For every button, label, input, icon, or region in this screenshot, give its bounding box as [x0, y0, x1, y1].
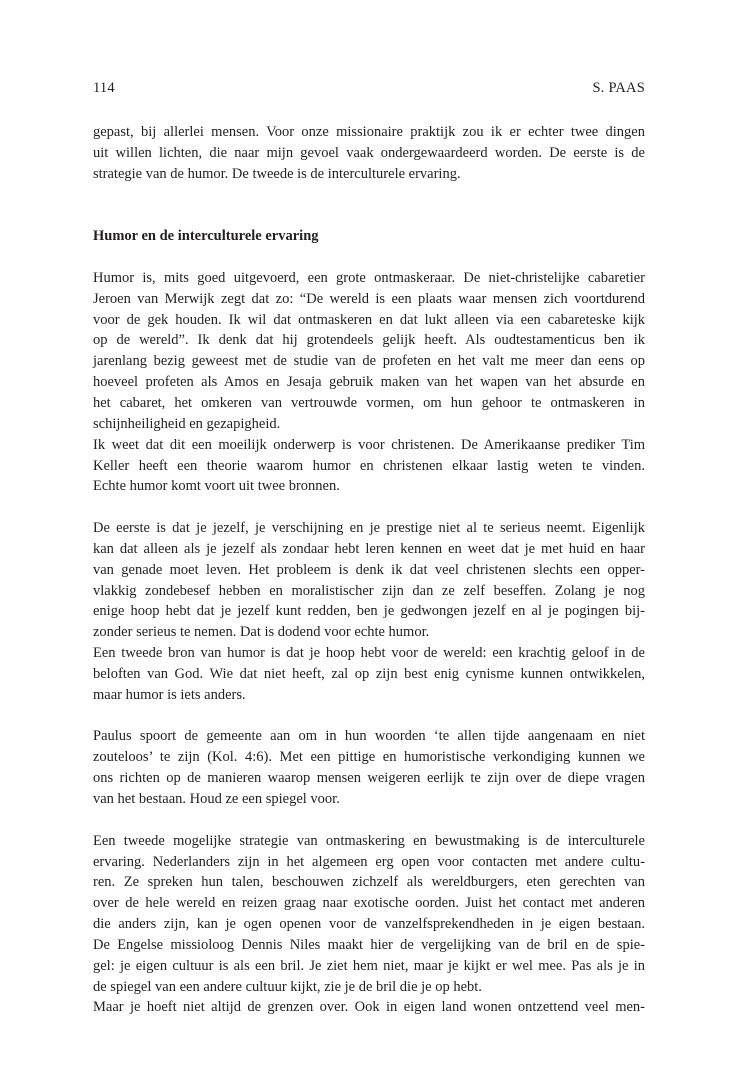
paragraph-tweede-bron [93, 643, 645, 706]
paragraph-grenzen [93, 997, 645, 1018]
text-line: Keller heeft een theorie waarom humor en christenen elkaar lastig weten te vinden. [93, 457, 645, 474]
text-line: op de wereld”. Ik denk dat hij grotendeels gelijk heeft. Als oudtestamenticus ben ik [93, 332, 645, 349]
text-line: De Engelse missioloog Dennis Niles maakt hier de vergelijking van de bril en de spie- [93, 936, 645, 953]
text-line: ren. Ze spreken hun talen, beschouwen zichzelf als wereldburgers, eten gerechten van [93, 874, 645, 891]
text-line: beloften van God. Wie dat niet heeft, zal op zijn best enig cynisme kunnen ontwikkelen, [93, 665, 645, 682]
document-page [93, 76, 645, 1018]
paragraph-interculturele-ervaring [93, 831, 645, 998]
text-line: voor de gek houden. Ik wil dat ontmaskeren en dat lukt alleen via een cabareteske kijk [93, 311, 645, 328]
paragraph-eerste-bron [93, 518, 645, 643]
text-line: Paulus spoort de gemeente aan om in hun woorden ‘te allen tijde aangenaam en niet [93, 728, 645, 745]
text-line: uit willen lichten, die naar mijn gevoel vaak ondergewaardeerd worden. De eerste is de [93, 144, 645, 161]
text-line: Ik weet dat dit een moeilijk onderwerp is voor christenen. De Amerikaanse prediker Tim [93, 436, 645, 453]
text-line: hoeveel profeten als Amos en Jesaja gebruik maken van het wapen van het absurde en [93, 374, 645, 391]
text-line: het cabaret, het omkeren van vertrouwde vormen, om hun gehoor te ontmaskeren in [93, 394, 645, 411]
page-number: 114 [93, 80, 115, 96]
paragraph-tim-keller [93, 435, 645, 498]
running-title: S. PAAS [592, 80, 645, 96]
section-heading: Humor en de interculturele ervaring [93, 228, 319, 245]
text-line: Jeroen van Merwijk zegt dat zo: “De wereld is een plaats waar mensen zich voortdurend [93, 290, 645, 307]
text-line: Humor is, mits goed uitgevoerd, een grote ontmaskeraar. De niet-christelijke cabaretier [93, 269, 645, 286]
text-line: zouteloos’ te zijn (Kol. 4:6). Met een pittige en humoristische verkondiging kunnen we [93, 749, 645, 766]
text-line: gepast, bij allerlei mensen. Voor onze missionaire praktijk zou ik er echter twee dingen [93, 124, 645, 140]
text-line: ons richten op de manieren waarop mensen weigeren eerlijk te zijn over de diepe vragen [93, 770, 645, 787]
text-line: Maar je hoeft niet altijd de grenzen over. Ook in eigen land wonen ontzettend veel men- [93, 999, 645, 1016]
text-line: kan dat alleen als je jezelf als zondaar hebt leren kennen en weet dat je met huid en haar [93, 540, 645, 557]
intro-paragraph [93, 122, 645, 185]
running-header [93, 76, 645, 100]
text-line: van het bestaan. Houd ze een spiegel voor. [93, 791, 340, 807]
text-line: schijnheiligheid en gezapigheid. [93, 415, 281, 432]
text-line: Echte humor komt voort uit twee bronnen. [93, 478, 340, 495]
text-line: die anders zijn, kan je ogen openen voor de vanzelfsprekendheden in je eigen bestaan. [93, 916, 645, 933]
body-text [93, 122, 645, 1018]
text-line: van genade moet leven. Het probleem is denk ik dat veel christenen slechts een opper- [93, 561, 645, 578]
text-line: vlakkig zondebesef hebben en moralistischer zijn dan ze zelf beseffen. Zolang je nog [93, 582, 645, 599]
text-line: ervaring. Nederlanders zijn in het algemeen erg open voor contacten met andere cultu- [93, 853, 645, 870]
text-line: Een tweede mogelijke strategie van ontmaskering en bewustmaking is de interculturele [93, 832, 645, 849]
paragraph-paulus [93, 726, 645, 809]
text-line: gel: je eigen cultuur is als een bril. Je ziet hem niet, maar je kijkt er wel mee. Pas als je in [93, 957, 645, 974]
text-line: Een tweede bron van humor is dat je hoop hebt voor de wereld: een krachtig geloof in de [93, 645, 645, 662]
text-line: de spiegel van een andere cultuur kijkt, zie je de bril die je op hebt. [93, 978, 482, 995]
text-line: jarenlang bezig geweest met de studie van de profeten en het valt me meer dan eens op [93, 353, 645, 370]
paragraph-humor-ontmaskeraar [93, 268, 645, 435]
text-line: zonder serieus te nemen. Dat is dodend voor echte humor. [93, 624, 430, 641]
text-line: strategie van de humor. De tweede is de interculturele ervaring. [93, 165, 461, 182]
text-line: over de hele wereld en reizen graag naar exotische oorden. Juist het contact met anderen [93, 895, 645, 912]
text-line: De eerste is dat je jezelf, je verschijning en je prestige niet al te serieus neemt. Eigenlijk [93, 520, 645, 537]
text-line: maar humor is iets anders. [93, 686, 246, 703]
text-line: enige hoop hebt dat je jezelf kunt redden, ben je gedwongen jezelf en al je pogingen bij- [93, 603, 645, 620]
